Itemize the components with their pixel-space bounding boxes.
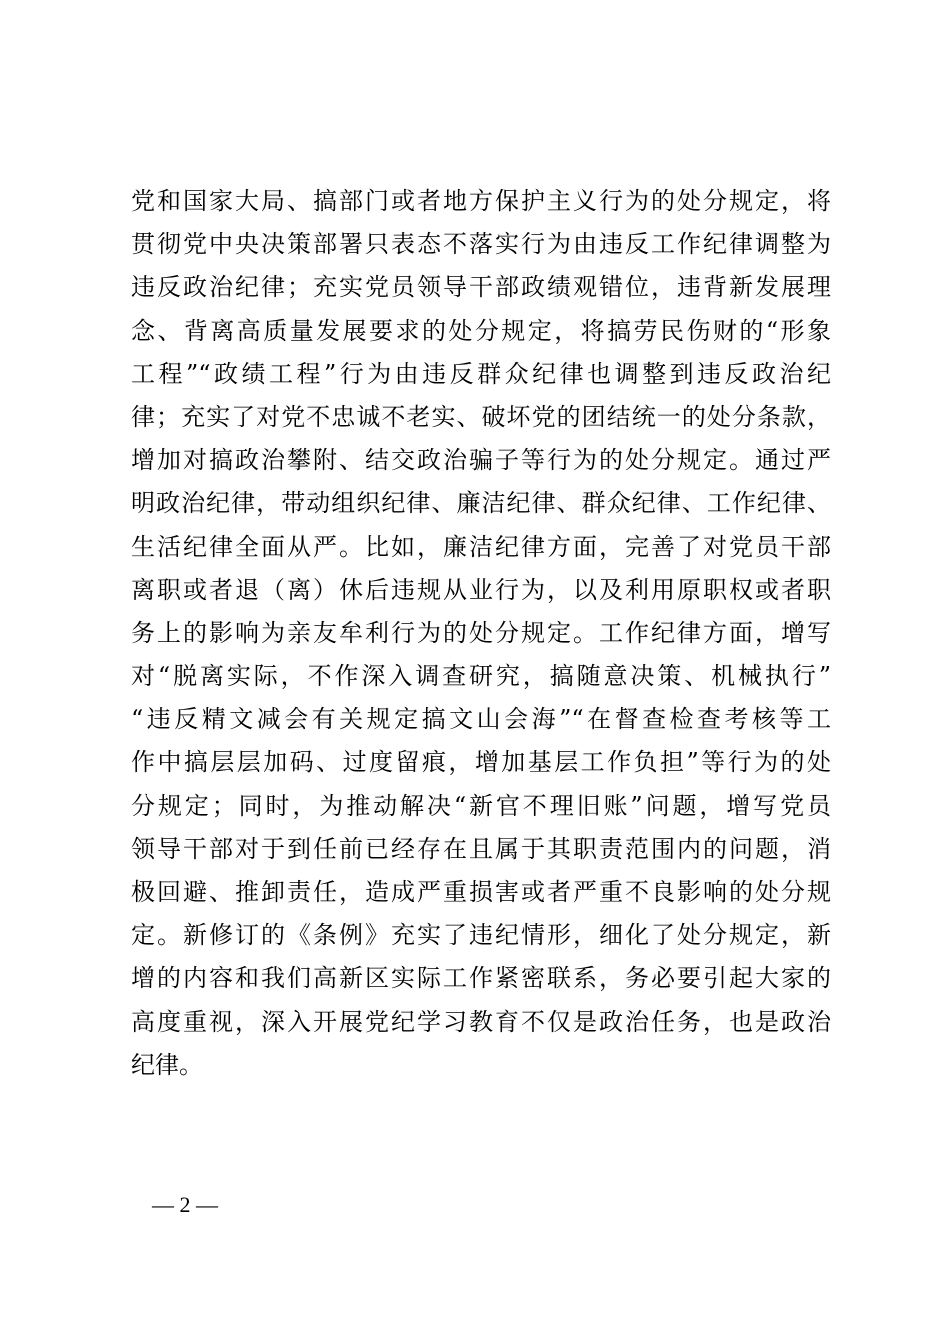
text-line: 领导干部对于到任前已经存在且属于其职责范围内的问题，消	[131, 834, 831, 863]
text-line: 违反政治纪律；充实党员领导干部政绩观错位，违背新发展理	[131, 273, 831, 302]
text-line: 分规定；同时，为推动解决“新官不理旧账”问题，增写党员	[131, 791, 831, 820]
text-line: 对“脱离实际，不作深入调查研究，搞随意决策、机械执行”	[131, 662, 831, 691]
text-line: 纪律。	[131, 1050, 203, 1079]
text-line: “违反精文减会有关规定搞文山会海”“在督查检查考核等工	[131, 705, 831, 734]
text-line: 离职或者退（离）休后违规从业行为，以及利用原职权或者职	[131, 575, 831, 604]
text-line: 增的内容和我们高新区实际工作紧密联系，务必要引起大家的	[131, 964, 831, 993]
text-line: 党和国家大局、搞部门或者地方保护主义行为的处分规定，将	[131, 187, 831, 215]
text-line: 生活纪律全面从严。比如，廉洁纪律方面，完善了对党员干部	[131, 532, 831, 561]
page-number: — 2 —	[152, 1192, 218, 1217]
text-line: 作中搞层层加码、过度留痕，增加基层工作负担”等行为的处	[131, 748, 831, 777]
text-line: 工程”“政绩工程”行为由违反群众纪律也调整到违反政治纪	[131, 359, 831, 388]
text-line: 增加对搞政治攀附、结交政治骗子等行为的处分规定。通过严	[131, 446, 831, 475]
text-line: 贯彻党中央决策部署只表态不落实行为由违反工作纪律调整为	[131, 230, 831, 259]
text-line: 念、背离高质量发展要求的处分规定，将搞劳民伤财的“形象	[131, 316, 831, 345]
text-line: 定。新修订的《条例》充实了违纪情形，细化了处分规定，新	[131, 921, 831, 950]
text-line: 高度重视，深入开展党纪学习教育不仅是政治任务，也是政治	[131, 1007, 831, 1036]
text-line: 务上的影响为亲友牟利行为的处分规定。工作纪律方面，增写	[131, 618, 831, 647]
text-line: 极回避、推卸责任，造成严重损害或者严重不良影响的处分规	[131, 878, 831, 906]
body-paragraph	[131, 180, 831, 1087]
text-line: 明政治纪律，带动组织纪律、廉洁纪律、群众纪律、工作纪律、	[131, 489, 831, 518]
text-line: 律；充实了对党不忠诚不老实、破坏党的团结统一的处分条款，	[131, 402, 831, 431]
